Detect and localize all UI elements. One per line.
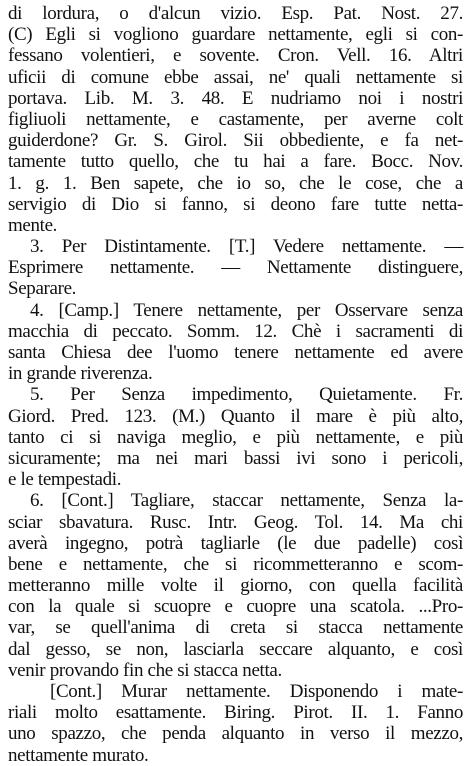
text-line: var, se quell'anima di creta si stacca nettamente [8, 617, 463, 639]
text-line: Separare. [8, 278, 77, 300]
text-line: di lordura, o d'alcun vizio. Esp. Pat. Nost. 27. [8, 3, 463, 24]
text-line: con la quale si scuopre e cuopre una scatola. ...Pro- [8, 596, 463, 618]
text-line: uno spazzo, che penda alquanto in verso il mezzo, [8, 723, 463, 745]
text-line: macchia di peccato. Somm. 12. Chè i sacramenti di [8, 320, 463, 342]
text-line: nettamente murato. [8, 744, 149, 766]
text-line: averà ingegno, potrà tagliarle (le due padelle) così [8, 532, 463, 554]
text-line: e le tempestadi. [8, 469, 122, 491]
text-line: metteranno mille volte il giorno, con quella facilità [8, 575, 463, 597]
text-line: mente. [8, 214, 58, 236]
text-line: servigio di Dio si fanno, si deono fare tutte netta- [8, 193, 463, 215]
text-line: tamente tutto quello, che tu hai a fare. Bocc. Nov. [8, 151, 463, 173]
section-4-heading-line: 4. [Camp.] Tenere nettamente, per Osservare senza [30, 299, 463, 321]
text-line: riali molto esattamente. Biring. Pirot. II. 1. Fanno [8, 702, 463, 724]
text-line: uficii di comune ebbe assai, ne' quali nettamente si [8, 66, 463, 88]
text-line: figliuoli nettamente, e castamente, per averne colt [8, 108, 463, 130]
text-line: sicuramente; ma nei mari bassi ivi sono i pericoli, [8, 447, 463, 469]
section-5-heading-line: 5. Per Senza impedimento, Quietamente. Fr. [30, 384, 463, 406]
text-line: santa Chiesa dee l'uomo tenere nettamente ed avere [8, 342, 463, 363]
text-line: (C) Egli si vogliono guardare nettamente, egli si con- [8, 24, 463, 46]
text-line: portava. Lib. M. 3. 48. E nudriamo noi i nostri [8, 87, 463, 109]
text-line: in grande riverenza. [8, 363, 153, 385]
text-line: bene e nettamente, che si ricommetteranno e scom- [8, 553, 463, 575]
text-line: tanto ci si naviga meglio, e più nettamente, e più [8, 426, 463, 448]
text-line: venir provando fin che si stacca netta. [8, 659, 282, 681]
section-6-heading-line: 6. [Cont.] Tagliare, staccar nettamente, Senza la- [30, 490, 463, 512]
section-3-heading-line: 3. Per Distintamente. [T.] Vedere nettamente. — [30, 236, 463, 258]
text-line: guiderdone? Gr. S. Girol. Sii obbediente, e fa net- [8, 130, 463, 152]
text-line: 1. g. 1. Ben sapete, che io so, che le cose, che a [8, 172, 463, 194]
text-line: Esprimere nettamente. — Nettamente distinguere, [8, 257, 463, 279]
text-line: sciar sbavatura. Rusc. Intr. Geog. Tol. 14. Ma chi [8, 511, 463, 533]
text-line: dal gesso, se non, lasciarla seccare alquanto, e così [8, 638, 463, 660]
text-line: Giord. Pred. 123. (M.) Quanto il mare è più alto, [8, 405, 463, 427]
text-line: fessano volentieri, e sovente. Cron. Vell. 16. Altri [8, 45, 463, 67]
subsection-heading-line: [Cont.] Murar nettamente. Disponendo i mate- [50, 681, 463, 702]
